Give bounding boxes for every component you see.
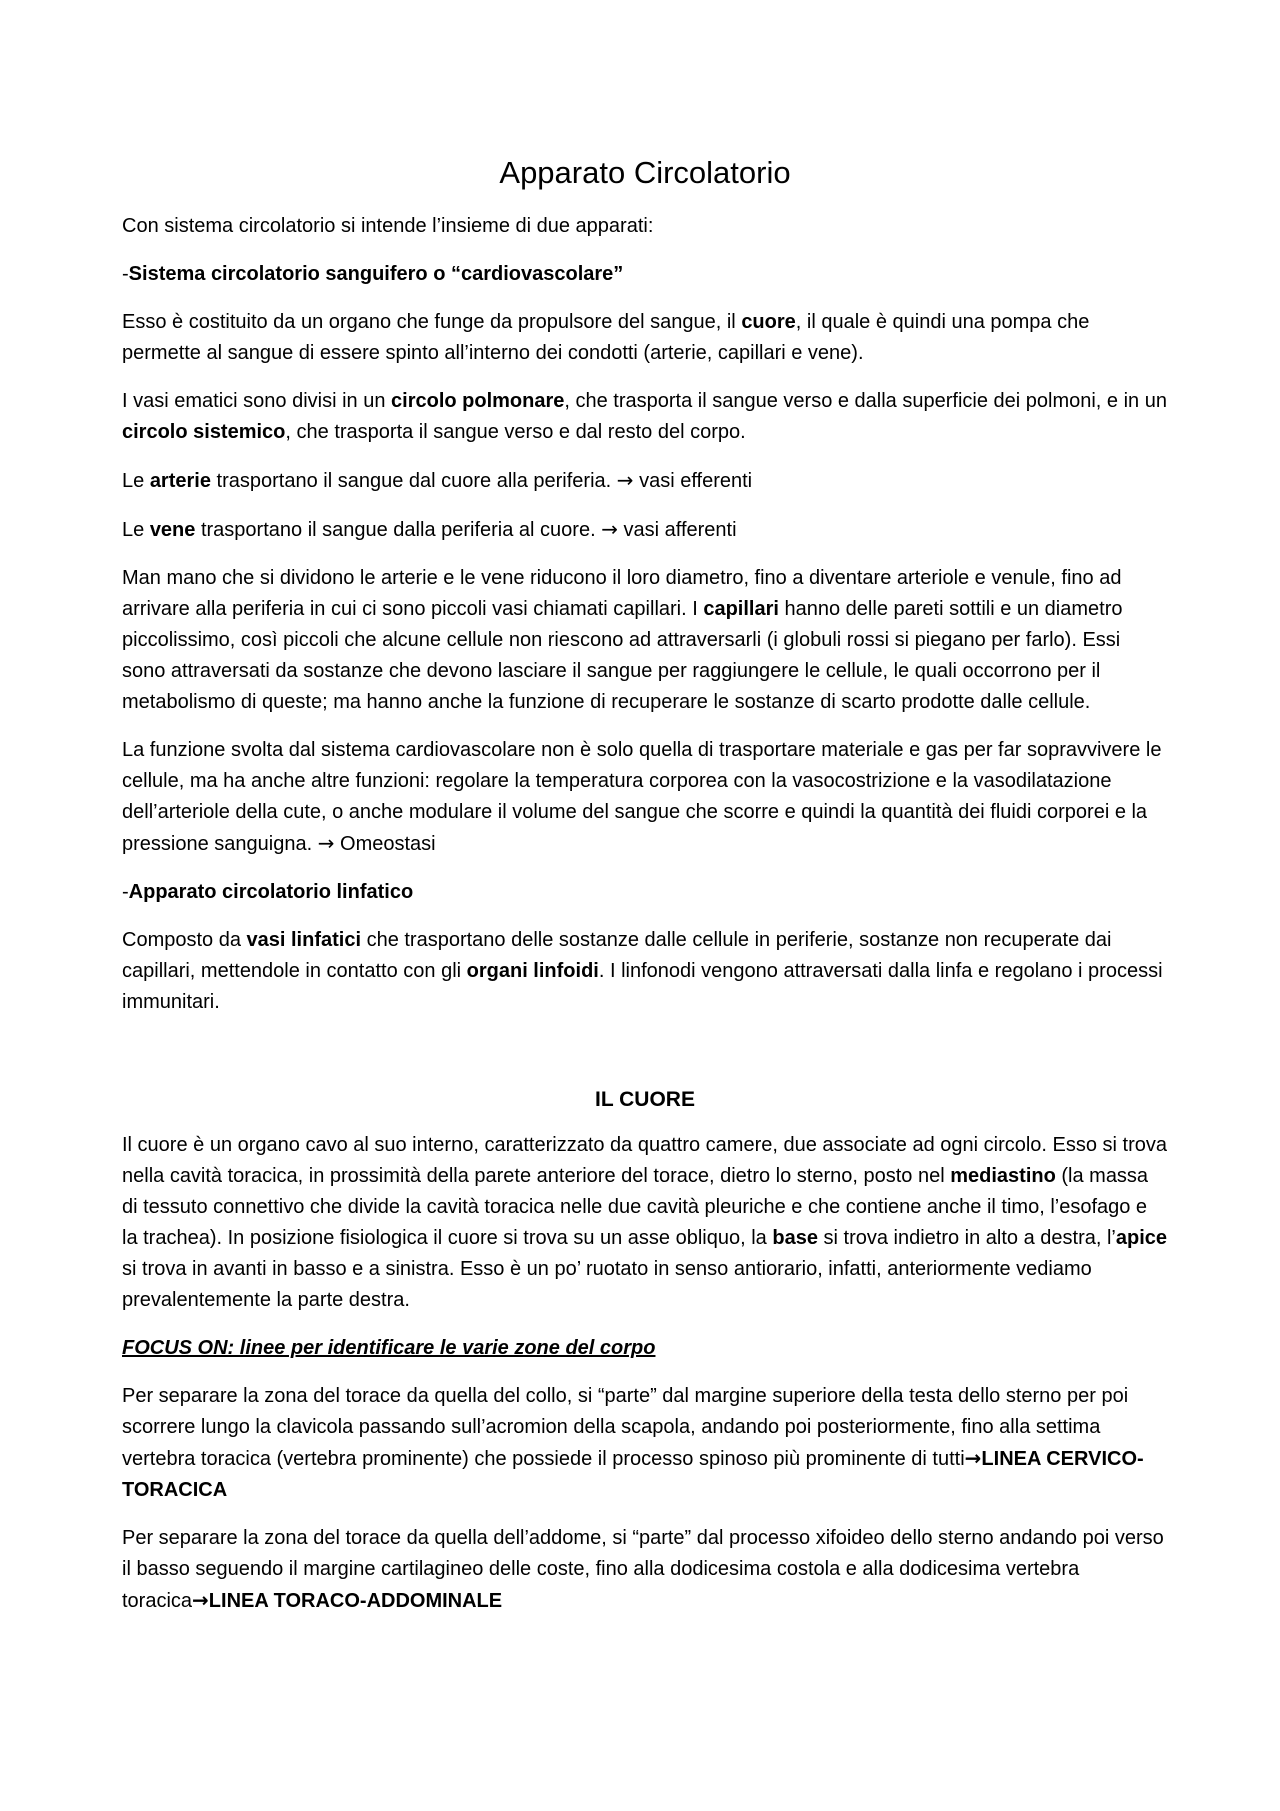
heading-prefix: -: [122, 881, 129, 903]
paragraph-funzione: [122, 735, 1168, 860]
text-run: , che trasporta il sangue verso e dalla superficie dei polmoni, e in un: [564, 390, 1167, 412]
text-run: Esso è costituito da un organo che funge da propulsore del sangue, il: [122, 311, 742, 333]
bold-term: vasi linfatici: [246, 929, 362, 951]
bold-term: LINEA CERVICO-TORACICA: [122, 1448, 1144, 1501]
bold-term: vene: [149, 519, 196, 541]
document-content: [122, 155, 1168, 1634]
bold-term: capillari: [703, 598, 779, 620]
bold-term: LINEA TORACO-ADDOMINALE: [208, 1590, 503, 1612]
paragraph-circoli: [122, 386, 1168, 448]
paragraph-arterie: [122, 465, 1168, 497]
arrow-right-icon: →: [964, 1446, 982, 1470]
paragraph-linfatico: [122, 925, 1168, 1018]
text-run: che trasportano delle sostanze dalle cellule in periferie, sostanze non recuperate dai capillari, mettendole in contatto con gli: [122, 929, 1112, 982]
text-run: trasportano il sangue dalla periferia al cuore.: [195, 519, 602, 541]
arrow-right-icon: →: [192, 1588, 209, 1612]
text-run: Composto da: [122, 929, 247, 951]
paragraph-linea-toraco: [122, 1523, 1168, 1617]
text-run: Per separare la zona del torace da quella del collo, si “parte” dal margine superiore della testa dello sterno per poi scorrere lungo la clavicola passando sull’acromion della scapola, andando poi posteriormente, fino alla settima vertebra toracica (vertebra prominente) che possiede il processo spinoso più prominente di tutti: [122, 1385, 1129, 1470]
text-run: , il quale è quindi una pompa che permette al sangue di essere spinto all’interno dei condotti (arterie, capillari e vene).: [122, 311, 1090, 364]
text-run: Omeostasi: [334, 833, 436, 855]
paragraph-vene: [122, 514, 1168, 546]
bold-term: apice: [1115, 1227, 1168, 1249]
text-run: si trova in avanti in basso e a sinistra. Esso è un po’ ruotato in senso antiorario, infatti, anteriormente vediamo prevalentemente la parte destra.: [122, 1258, 1092, 1311]
bold-term: mediastino: [950, 1165, 1056, 1187]
heading-prefix: -: [122, 263, 129, 285]
text-run: vasi efferenti: [633, 470, 753, 492]
section-heading-sanguifero: [122, 259, 1168, 290]
intro-paragraph: Con sistema circolatorio si intende l’insieme di due apparati:: [122, 215, 654, 237]
bold-term: arterie: [149, 470, 211, 492]
text-run: I vasi ematici sono divisi in un: [122, 390, 392, 412]
text-run: Man mano che si dividono le arterie e le vene riducono il loro diametro, fino a diventare arteriole e venule, fino ad arrivare alla periferia in cui ci sono piccoli vasi chiamati capillari. I: [122, 567, 1122, 620]
text-run: Per separare la zona del torace da quella dell’addome, si “parte” dal processo xifoideo dello sterno andando poi verso il basso seguendo il margine cartilagineo delle coste, fino alla dodicesima costola e alla dodicesima vertebra toracica: [122, 1527, 1164, 1612]
text-run: (la massa di tessuto connettivo che divide la cavità toracica nelle due cavità pleuriche e che contiene anche il timo, l’esofago e la trachea). In posizione fisiologica il cuore si trova su un asse obliquo, la: [122, 1165, 1149, 1249]
text-run: Il cuore è un organo cavo al suo interno, caratterizzato da quattro camere, due associate ad ogni circolo. Esso si trova nella cavità toracica, in prossimità della parete anteriore del torace, dietro lo sterno, posto nel: [122, 1134, 1168, 1187]
paragraph-capillari: [122, 563, 1168, 718]
text-run: Le: [122, 470, 150, 492]
arrow-right-icon: →: [616, 468, 634, 492]
paragraph-cuore-descrizione: [122, 1130, 1168, 1316]
text-run: . I linfonodi vengono attraversati dalla linfa e regolano i processi immunitari.: [122, 960, 1163, 1013]
bold-term: circolo sistemico: [122, 421, 286, 443]
arrow-right-icon: →: [317, 831, 335, 855]
arrow-right-icon: →: [601, 517, 618, 541]
bold-term: base: [772, 1227, 818, 1249]
text-run: si trova indietro in alto a destra, l’: [817, 1227, 1116, 1249]
bold-term: circolo polmonare: [391, 390, 565, 412]
bold-term: cuore: [741, 311, 796, 333]
text-run: La funzione svolta dal sistema cardiovascolare non è solo quella di trasportare materiale e gas per far sopravvivere le cellule, ma ha anche altre funzioni: regolare la temperatura corporea con la vasocostrizione e la vasodilatazione dell’arteriole della cute, o anche modulare il volume del sangue che scorre e quindi la quantità dei fluidi corporei e la pressione sanguigna.: [122, 739, 1162, 855]
page-title: Apparato Circolatorio: [499, 155, 791, 190]
text-run: vasi afferenti: [617, 519, 737, 541]
text-run: , che trasporta il sangue verso e dal resto del corpo.: [285, 421, 746, 443]
heading-text: Apparato circolatorio linfatico: [128, 881, 414, 903]
bold-term: organi linfoidi: [466, 960, 599, 982]
paragraph-linea-cervico: [122, 1381, 1168, 1506]
heading-text: Sistema circolatorio sanguifero o “cardiovascolare”: [128, 263, 624, 285]
text-run: Le: [122, 519, 150, 541]
section-heading-linfatico: [122, 877, 1168, 908]
section-title-cuore: IL CUORE: [595, 1088, 695, 1111]
text-run: hanno delle pareti sottili e un diametro piccolissimo, così piccoli che alcune cellule non riescono ad attraversarli (i globuli rossi si piegano per farlo). Essi sono attraversati da sostanze che devono lasciare il sangue per raggiungere le cellule, le quali occorrono per il metabolismo di queste; ma hanno anche la funzione di recuperare le sostanze di scarto prodotte dalle cellule.: [122, 598, 1123, 713]
paragraph-cuore-pompa: [122, 307, 1168, 369]
focus-heading: [122, 1333, 1168, 1364]
text-run: trasportano il sangue dal cuore alla periferia.: [210, 470, 617, 492]
focus-text: FOCUS ON: linee per identificare le varie zone del corpo: [122, 1337, 656, 1359]
